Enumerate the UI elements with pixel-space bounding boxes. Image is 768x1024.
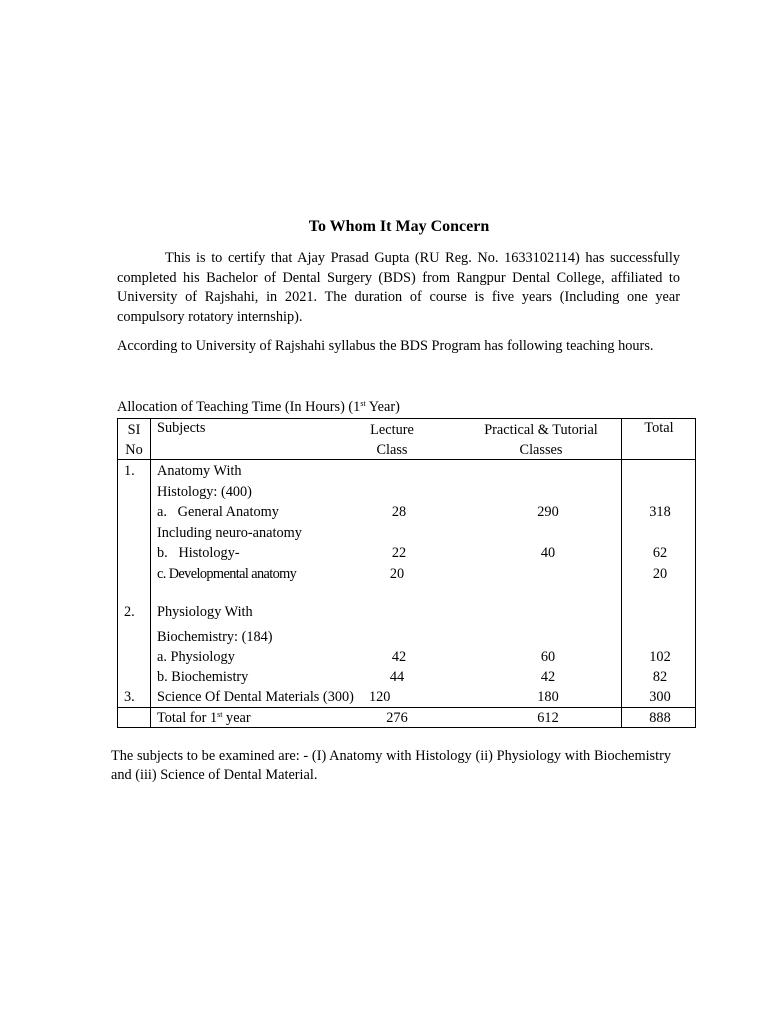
group3-practical: 180 bbox=[537, 689, 559, 705]
group1-subheading: Histology: (400) bbox=[157, 484, 252, 500]
syllabus-paragraph: According to University of Rajshahi syllabus the BDS Program has following teaching hours. bbox=[117, 338, 654, 354]
total-column-divider bbox=[621, 418, 622, 728]
group2-subheading: Biochemistry: (184) bbox=[157, 629, 273, 645]
header-lecture-line1: Lecture bbox=[370, 422, 414, 438]
group1-row-b-lecture: 22 bbox=[391, 545, 407, 561]
group2-row-b-total: 82 bbox=[652, 669, 668, 685]
group2-row-a-lecture: 42 bbox=[391, 649, 407, 665]
header-practical-line2: Classes bbox=[519, 442, 563, 458]
group1-row-a-lecture: 28 bbox=[391, 504, 407, 520]
table-border-right bbox=[695, 418, 696, 728]
group2-row-a-total: 102 bbox=[649, 649, 671, 665]
group1-row-a-continuation: Including neuro-anatomy bbox=[157, 525, 302, 541]
header-lecture-line2: Class bbox=[376, 442, 408, 458]
group1-row-b-total: 62 bbox=[652, 545, 668, 561]
header-subjects: Subjects bbox=[157, 420, 206, 436]
group2-sl: 2. bbox=[124, 604, 135, 620]
sl-column-divider bbox=[150, 418, 151, 728]
group1-row-b-practical: 40 bbox=[540, 545, 556, 561]
group1-row-a-total: 318 bbox=[649, 504, 671, 520]
caption-superscript: st bbox=[360, 399, 366, 408]
header-sl-line2: No bbox=[125, 442, 143, 458]
total-row-lecture: 276 bbox=[386, 710, 408, 726]
teaching-time-table bbox=[117, 418, 696, 728]
group1-row-c-total: 20 bbox=[652, 566, 668, 582]
group1-row-c-lecture: 20 bbox=[389, 566, 405, 582]
group2-row-b-practical: 42 bbox=[540, 669, 556, 685]
table-caption bbox=[117, 399, 400, 416]
group1-row-b-subject: b. Histology- bbox=[157, 545, 240, 561]
group3-total: 300 bbox=[649, 689, 671, 705]
table-border-bottom bbox=[117, 727, 696, 728]
group3-sl: 3. bbox=[124, 689, 135, 705]
group2-heading: Physiology With bbox=[157, 604, 253, 620]
certification-paragraph: This is to certify that Ajay Prasad Gupta (RU Reg. No. 1633102114) has successfully completed his Bachelor of Dental Surgery (BDS) from Rangpur Dental College, affiliated to University of Rajshahi, in 2021. The duration of course is five years (Including one year compulsory rotatory internship). bbox=[117, 250, 680, 325]
header-sl-line1: SI bbox=[127, 422, 141, 438]
total-label-suffix: year bbox=[222, 710, 251, 726]
table-border-left bbox=[117, 418, 118, 728]
caption-suffix: Year) bbox=[365, 399, 400, 415]
group2-row-a-practical: 60 bbox=[540, 649, 556, 665]
group3-lecture: 120 bbox=[369, 689, 391, 705]
group2-row-a-subject: a. Physiology bbox=[157, 649, 235, 665]
group1-heading: Anatomy With bbox=[157, 463, 242, 479]
subjects-examined-paragraph: The subjects to be examined are: - (I) Anatomy with Histology (ii) Physiology with Biochemistry and (iii) Science of Dental Material. bbox=[111, 748, 671, 783]
header-total: Total bbox=[644, 420, 674, 436]
group3-subject: Science Of Dental Materials (300) bbox=[157, 689, 354, 705]
document-title: To Whom It May Concern bbox=[308, 218, 490, 235]
total-label-prefix: Total for 1 bbox=[157, 710, 218, 726]
group1-row-c-subject: c. Developmental anatomy bbox=[157, 566, 297, 582]
total-row-label bbox=[157, 709, 251, 727]
group2-row-b-lecture: 44 bbox=[389, 669, 405, 685]
group2-row-b-subject: b. Biochemistry bbox=[157, 669, 249, 685]
total-row-practical: 612 bbox=[537, 710, 559, 726]
total-label-superscript: st bbox=[217, 710, 223, 719]
header-practical-line1: Practical & Tutorial bbox=[484, 422, 598, 438]
total-row-divider bbox=[117, 707, 696, 708]
group1-sl: 1. bbox=[124, 463, 135, 479]
group1-row-a-practical: 290 bbox=[537, 504, 559, 520]
total-row-total: 888 bbox=[649, 710, 671, 726]
caption-prefix: Allocation of Teaching Time (In Hours) (1 bbox=[117, 399, 361, 415]
group1-row-a-subject: a. General Anatomy bbox=[157, 504, 279, 520]
header-divider bbox=[117, 459, 696, 460]
